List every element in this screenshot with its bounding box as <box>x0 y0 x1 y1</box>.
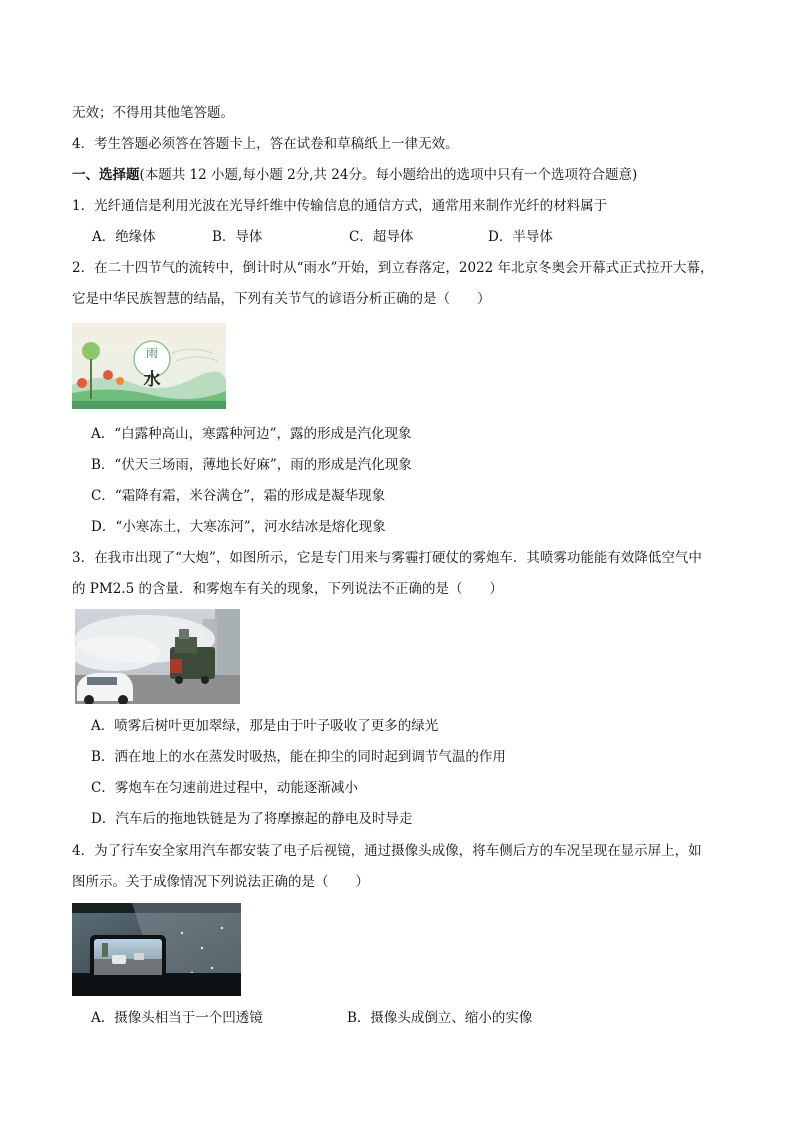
q4-electronic-mirror-photo <box>72 903 241 996</box>
q2-rain-water-figure <box>72 323 226 409</box>
q3-stem-line-2: 的 PM2.5 的含量．和雾炮车有关的现象，下列说法不正确的是（ ） <box>72 581 503 597</box>
q4-stem-line-1: 4．为了行车安全家用汽车都安装了电子后视镜，通过摄像头成像，将车侧后方的车况呈现在显示屏上，如 <box>72 843 702 859</box>
q1-option-b: B．导体 <box>212 229 263 245</box>
section-description: (本题共 12 小题,每小题 2分,共 24分。每小题给出的选项中只有一个选项符合题意) <box>139 167 638 183</box>
intro-line-1: 无效；不得用其他笔答题。 <box>72 105 234 121</box>
q3-option-d: D．汽车后的拖地铁链是为了将摩擦起的静电及时导走 <box>91 811 413 827</box>
q2-option-b: B．“伏天三场雨，薄地长好麻”，雨的形成是汽化现象 <box>91 457 412 473</box>
q3-option-a: A．喷雾后树叶更加翠绿，那是由于叶子吸收了更多的绿光 <box>91 718 439 734</box>
q4-option-a: A．摄像头相当于一个凹透镜 <box>91 1010 263 1026</box>
q1-option-c: C．超导体 <box>349 229 414 245</box>
q2-stem-line-2: 它是中华民族智慧的结晶，下列有关节气的谚语分析正确的是（ ） <box>72 291 491 307</box>
q4-option-b: B．摄像头成倒立、缩小的实像 <box>347 1010 533 1026</box>
q1-stem: 1．光纤通信是利用光波在光导纤维中传输信息的通信方式，通常用来制作光纤的材料属于 <box>72 198 608 214</box>
q3-stem-line-1: 3．在我市出现了“大炮”，如图所示，它是专门用来与雾霾打硬仗的雾炮车．其喷雾功能能有效降低空气中 <box>72 550 702 566</box>
rain-water-illustration <box>72 323 226 409</box>
section-heading <box>72 166 637 184</box>
rain-glyph: 雨 <box>145 346 159 360</box>
q4-stem-line-2: 图所示。关于成像情况下列说法正确的是（ ） <box>72 874 369 890</box>
water-glyph: 水 <box>143 370 161 390</box>
q3-option-c: C．雾炮车在匀速前进过程中，动能逐渐减小 <box>91 780 358 796</box>
q1-option-d: D．半导体 <box>488 229 553 245</box>
electronic-mirror-illustration <box>72 903 241 996</box>
q3-option-b: B．洒在地上的水在蒸发时吸热，能在抑尘的同时起到调节气温的作用 <box>91 749 506 765</box>
q3-fog-cannon-photo <box>75 609 240 704</box>
intro-line-2: 4．考生答题必须答在答题卡上，答在试卷和草稿纸上一律无效。 <box>72 136 459 152</box>
q2-option-c: C．“霜降有霜，米谷满仓”，霜的形成是凝华现象 <box>91 488 386 504</box>
q2-option-d: D．“小寒冻土，大寒冻河”，河水结冰是熔化现象 <box>91 519 386 535</box>
q2-option-a: A．“白露种高山，寒露种河边”，露的形成是汽化现象 <box>91 426 412 442</box>
section-title: 一、选择题 <box>72 167 140 183</box>
fog-cannon-illustration <box>75 609 240 704</box>
q1-option-a: A．绝缘体 <box>92 229 156 245</box>
q2-stem-line-1: 2．在二十四节气的流转中，倒计时从“雨水”开始，到立春落定，2022 年北京冬奥会开幕式正式拉开大幕， <box>72 260 714 276</box>
